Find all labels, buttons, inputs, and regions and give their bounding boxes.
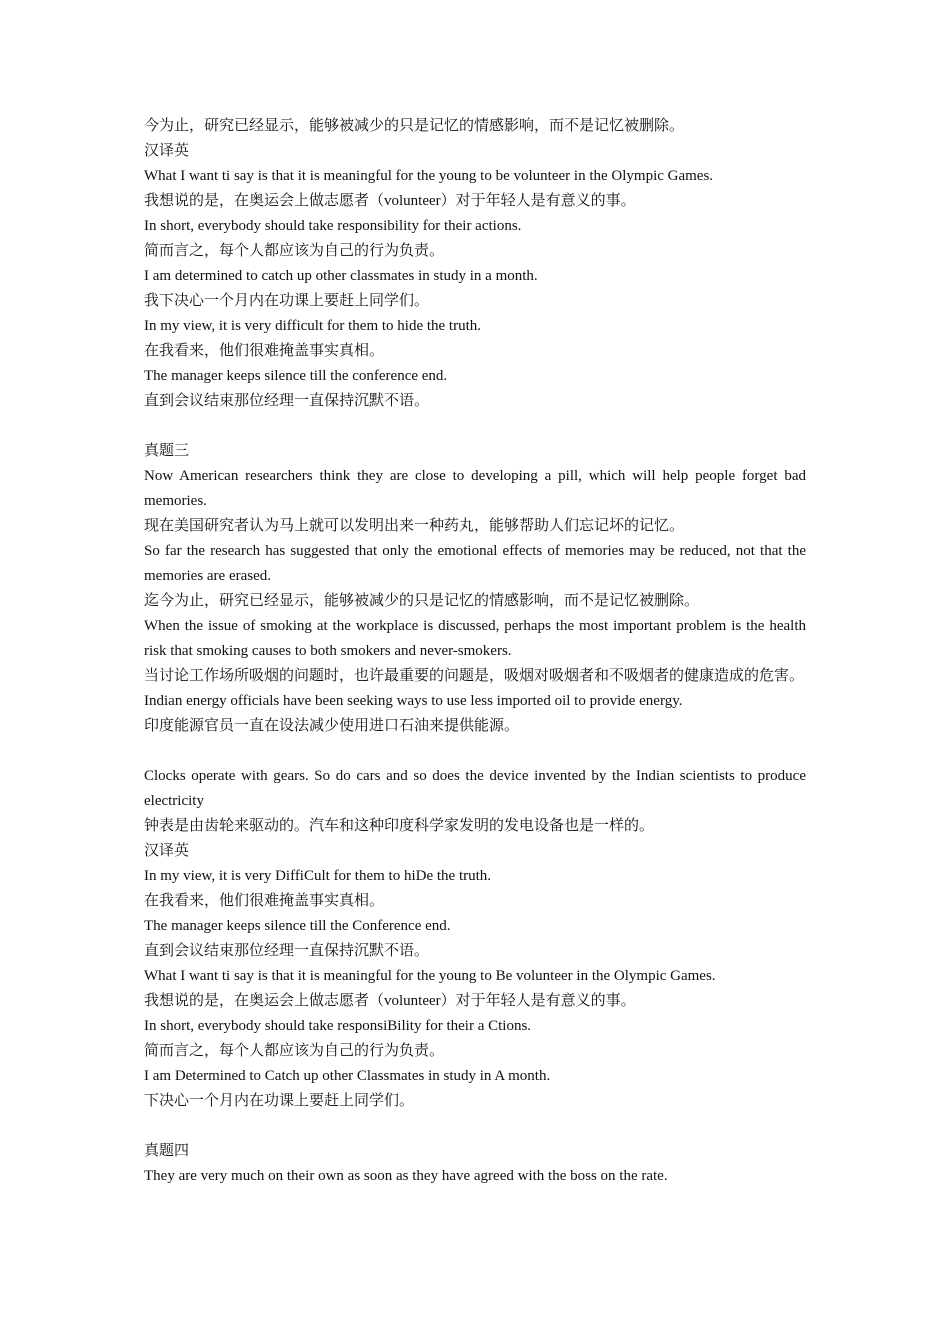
- section-heading: 真题四: [144, 1143, 190, 1159]
- text-line: 印度能源官员一直在设法减少使用进口石油来提供能源。: [144, 718, 520, 734]
- text-line: I am determined to catch up other classmates in study in a month.: [144, 268, 538, 284]
- text-line: 迄今为止，研究已经显示，能够被减少的只是记忆的情感影响，而不是记忆被删除。: [144, 593, 700, 609]
- blank-line: [144, 1114, 806, 1139]
- text-line: What I want ti say is that it is meaningful for the young to Be volunteer in the Olympic Games.: [144, 968, 716, 984]
- blank-line: [144, 414, 806, 439]
- section-heading: 真题三: [144, 443, 190, 459]
- text-line: I am Determined to Catch up other Classmates in study in A month.: [144, 1068, 551, 1084]
- text-line: 在我看来，他们很难掩盖事实真相。: [144, 343, 385, 359]
- section-heading: 汉译英: [144, 143, 190, 159]
- text-line: 我想说的是，在奥运会上做志愿者（volunteer）对于年轻人是有意义的事。: [144, 193, 636, 209]
- text-line: 我想说的是，在奥运会上做志愿者（volunteer）对于年轻人是有意义的事。: [144, 993, 636, 1009]
- text-line: In short, everybody should take responsibility for their actions.: [144, 218, 522, 234]
- text-line: 下决心一个月内在功课上要赶上同学们。: [144, 1093, 415, 1109]
- section-heading: 汉译英: [144, 843, 190, 859]
- text-line: The manager keeps silence till the Conference end.: [144, 918, 451, 934]
- text-line: So far the research has suggested that only the emotional effects of memories may be reduced, not that the memories are erased.: [144, 543, 806, 584]
- text-line: In my view, it is very DiffiCult for them to hiDe the truth.: [144, 868, 492, 884]
- text-line: 直到会议结束那位经理一直保持沉默不语。: [144, 943, 430, 959]
- text-line: 在我看来，他们很难掩盖事实真相。: [144, 893, 385, 909]
- text-line: 简而言之，每个人都应该为自己的行为负责。: [144, 1043, 445, 1059]
- text-line: 今为止，研究已经显示，能够被减少的只是记忆的情感影响，而不是记忆被删除。: [144, 118, 685, 134]
- text-line: 当讨论工作场所吸烟的问题时，也许最重要的问题是，吸烟对吸烟者和不吸烟者的健康造成的危害。: [144, 668, 805, 684]
- text-line: Now American researchers think they are close to developing a pill, which will help people forget bad memories.: [144, 468, 806, 509]
- text-line: The manager keeps silence till the conference end.: [144, 368, 448, 384]
- text-line: They are very much on their own as soon as they have agreed with the boss on the rate.: [144, 1168, 668, 1184]
- text-line: In my view, it is very difficult for them to hide the truth.: [144, 318, 482, 334]
- text-line: 钟表是由齿轮来驱动的。汽车和这种印度科学家发明的发电设备也是一样的。: [144, 818, 655, 834]
- text-line: 简而言之，每个人都应该为自己的行为负责。: [144, 243, 445, 259]
- document-body: [144, 114, 806, 1189]
- text-line: Clocks operate with gears. So do cars and so does the device invented by the Indian scientists to produce electricity: [144, 768, 806, 809]
- text-line: 直到会议结束那位经理一直保持沉默不语。: [144, 393, 430, 409]
- text-line: What I want ti say is that it is meaningful for the young to be volunteer in the Olympic Games.: [144, 168, 714, 184]
- text-line: Indian energy officials have been seeking ways to use less imported oil to provide energy.: [144, 693, 683, 709]
- text-line: 我下决心一个月内在功课上要赶上同学们。: [144, 293, 430, 309]
- text-line: 现在美国研究者认为马上就可以发明出来一种药丸，能够帮助人们忘记坏的记忆。: [144, 518, 685, 534]
- text-line: In short, everybody should take responsiBility for their a Ctions.: [144, 1018, 532, 1034]
- blank-line: [144, 739, 806, 764]
- text-line: When the issue of smoking at the workplace is discussed, perhaps the most important problem is the health risk that smoking causes to both smokers and never-smokers.: [144, 618, 806, 659]
